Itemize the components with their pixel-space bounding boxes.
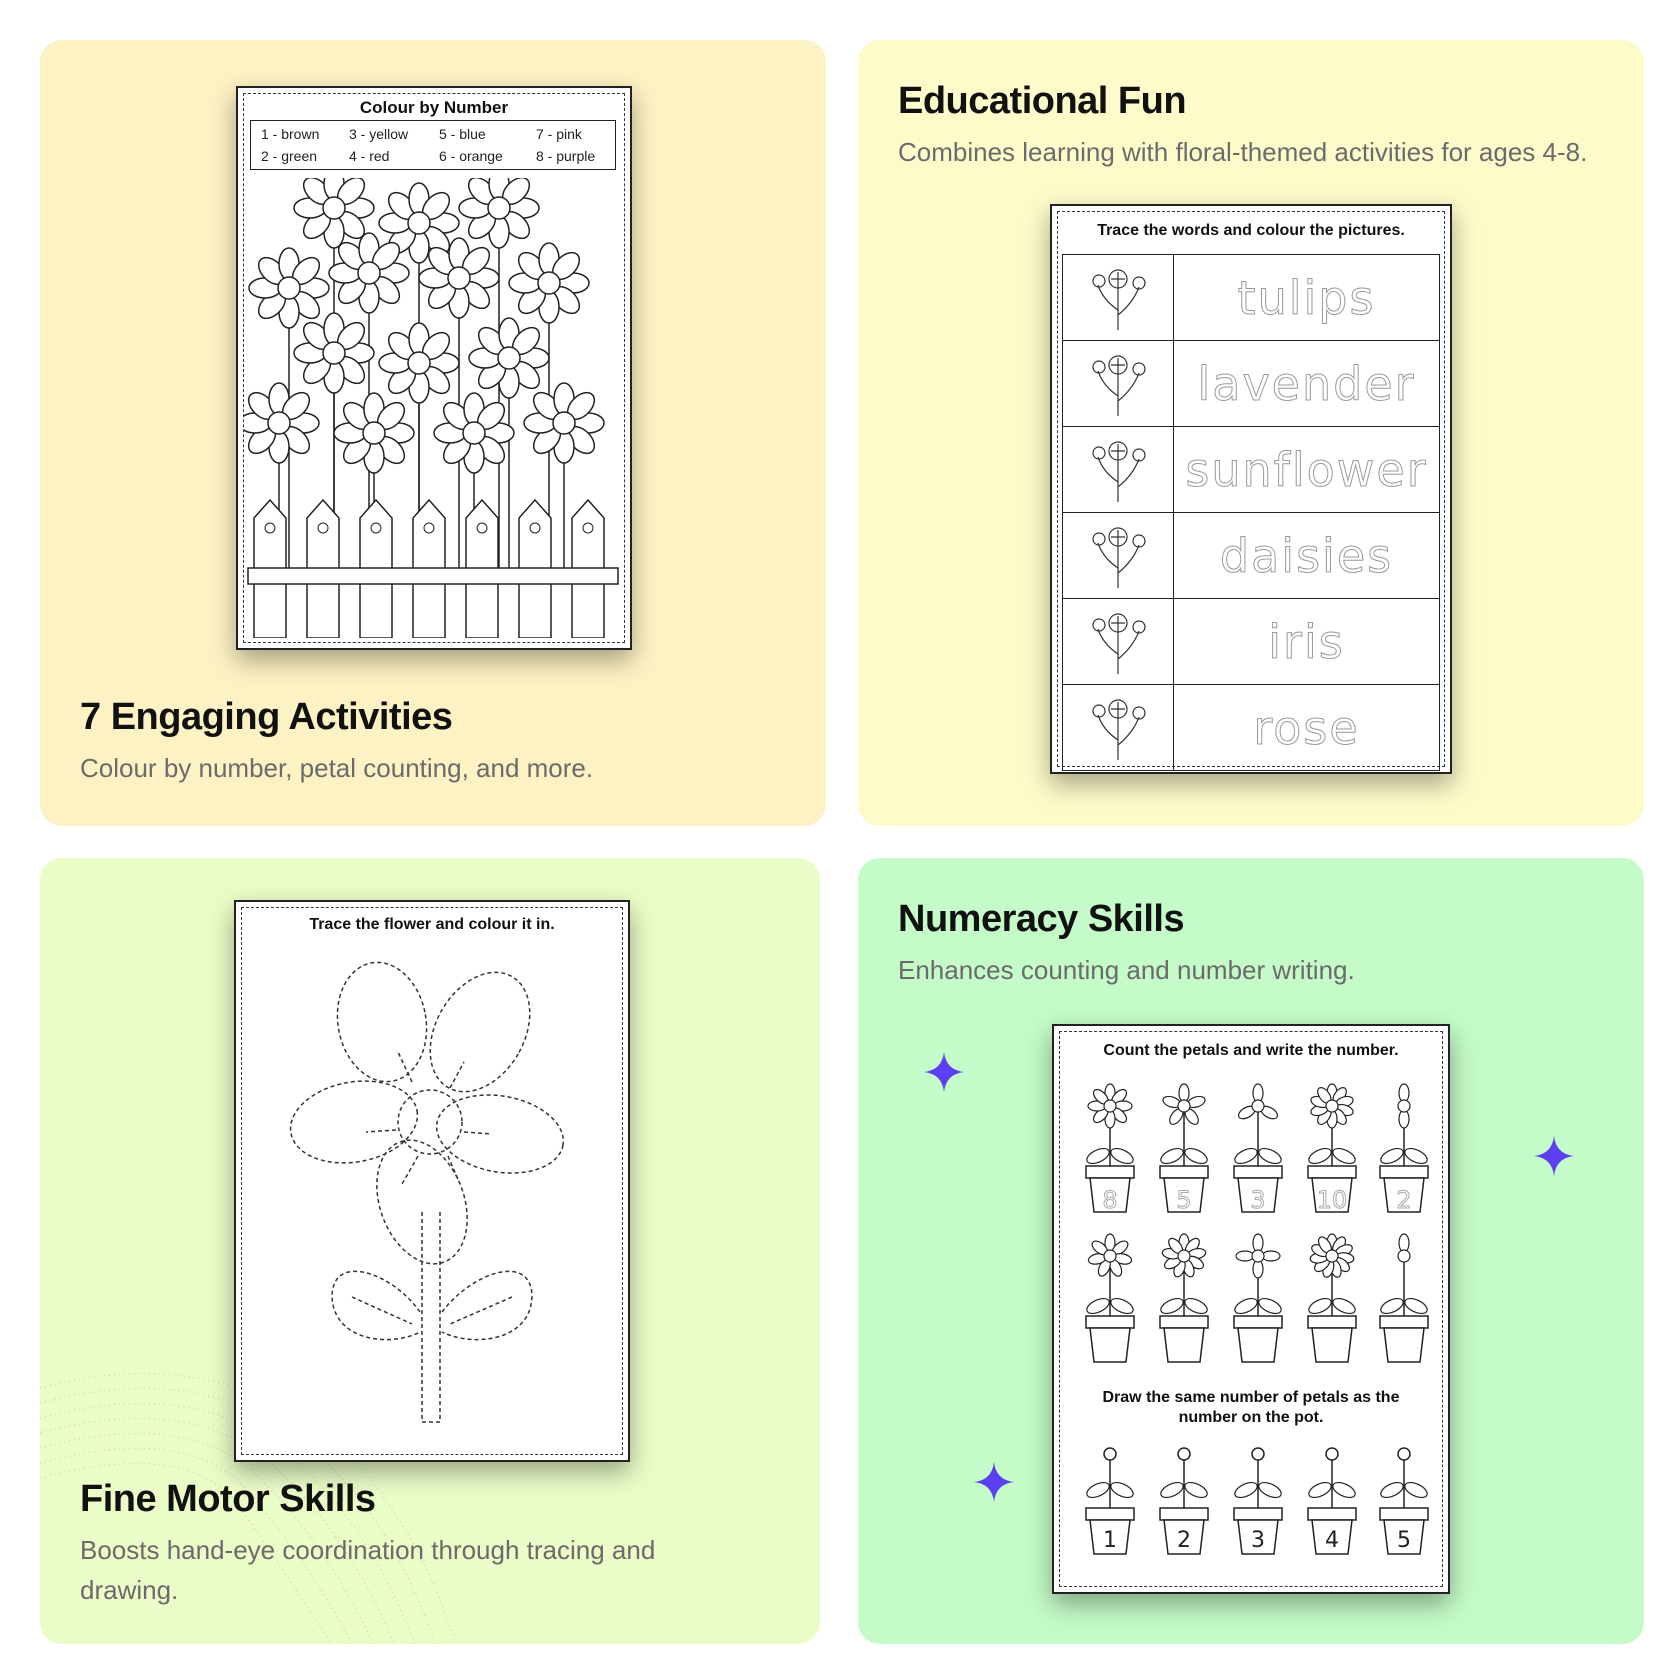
flower-picture-cell xyxy=(1063,427,1174,513)
draw-instruction: Draw the same number of petals as the number on the pot. xyxy=(1102,1389,1400,1426)
flower-picture-cell xyxy=(1063,341,1174,427)
trace-word: rose xyxy=(1174,685,1440,771)
card-engaging-activities xyxy=(40,40,826,826)
worksheet-title: Trace the words and colour the pictures. xyxy=(1097,222,1405,239)
flower-drawing-icon xyxy=(1063,599,1173,679)
card-title: Numeracy Skills xyxy=(898,898,1185,940)
key-item: 8 - purple xyxy=(536,148,596,164)
card-educational-fun xyxy=(858,40,1644,826)
flower-drawing-icon xyxy=(1063,685,1173,765)
worksheet-title: Trace the flower and colour it in. xyxy=(309,916,555,933)
trace-flower-worksheet xyxy=(234,900,630,1462)
flower-drawing-icon xyxy=(1063,427,1173,507)
card-fine-motor-skills xyxy=(40,858,820,1644)
card-description: Enhances counting and number writing. xyxy=(898,955,1355,985)
card-title: Fine Motor Skills xyxy=(80,1478,376,1520)
trace-row xyxy=(1063,685,1440,771)
dotted-flower-outline xyxy=(242,952,622,1452)
colour-by-number-worksheet xyxy=(236,86,632,650)
trace-row xyxy=(1063,341,1440,427)
trace-row xyxy=(1063,513,1440,599)
count-petals-worksheet xyxy=(1052,1024,1450,1594)
traced-number: 5 xyxy=(1176,1186,1192,1214)
card-title: 7 Engaging Activities xyxy=(80,696,453,738)
key-item: 1 - brown xyxy=(261,126,320,142)
flower-pots-illustration xyxy=(1060,1026,1440,1566)
sparkle-icon xyxy=(924,1052,964,1092)
card-description: Boosts hand-eye coordination through tracing and drawing. xyxy=(80,1535,656,1605)
pot-number: 1 xyxy=(1103,1528,1117,1553)
pot-number: 4 xyxy=(1325,1528,1339,1553)
key-item: 6 - orange xyxy=(439,148,503,164)
trace-words-worksheet xyxy=(1050,204,1452,774)
flower-picture-cell xyxy=(1063,255,1174,341)
pot-number: 3 xyxy=(1251,1528,1265,1553)
flower-drawing-icon xyxy=(1063,255,1173,335)
trace-row xyxy=(1063,255,1440,341)
trace-word: daisies xyxy=(1174,513,1440,599)
traced-number: 8 xyxy=(1102,1186,1118,1214)
flower-picture-cell xyxy=(1063,599,1174,685)
card-description: Colour by number, petal counting, and more. xyxy=(80,753,594,783)
trace-word: lavender xyxy=(1174,341,1440,427)
key-item: 4 - red xyxy=(349,148,390,164)
sparkle-icon xyxy=(1534,1136,1574,1176)
traced-number: 3 xyxy=(1250,1186,1266,1214)
card-description: Combines learning with floral-themed activities for ages 4-8. xyxy=(898,137,1588,167)
trace-row xyxy=(1063,599,1440,685)
flower-drawing-icon xyxy=(1063,341,1173,421)
key-item: 7 - pink xyxy=(536,126,582,142)
colour-key xyxy=(250,120,616,170)
trace-word: tulips xyxy=(1174,255,1440,341)
key-item: 5 - blue xyxy=(439,126,486,142)
card-numeracy-skills xyxy=(858,858,1644,1644)
sparkle-icon xyxy=(974,1462,1014,1502)
key-item: 2 - green xyxy=(261,148,318,164)
key-item: 3 - yellow xyxy=(349,126,409,142)
traced-number: 2 xyxy=(1396,1186,1412,1214)
traced-number: 10 xyxy=(1316,1186,1348,1214)
trace-row xyxy=(1063,427,1440,513)
trace-word: iris xyxy=(1174,599,1440,685)
trace-words-table xyxy=(1062,254,1440,771)
flower-picture-cell xyxy=(1063,685,1174,771)
trace-word: sunflower xyxy=(1174,427,1440,513)
flower-picture-cell xyxy=(1063,513,1174,599)
pot-number: 2 xyxy=(1177,1528,1191,1553)
worksheet-title: Colour by Number xyxy=(359,98,509,117)
worksheet-title: Count the petals and write the number. xyxy=(1103,1042,1399,1059)
flower-garden-illustration xyxy=(244,178,624,638)
flower-drawing-icon xyxy=(1063,513,1173,593)
pot-number: 5 xyxy=(1397,1528,1411,1553)
card-title: Educational Fun xyxy=(898,80,1187,122)
